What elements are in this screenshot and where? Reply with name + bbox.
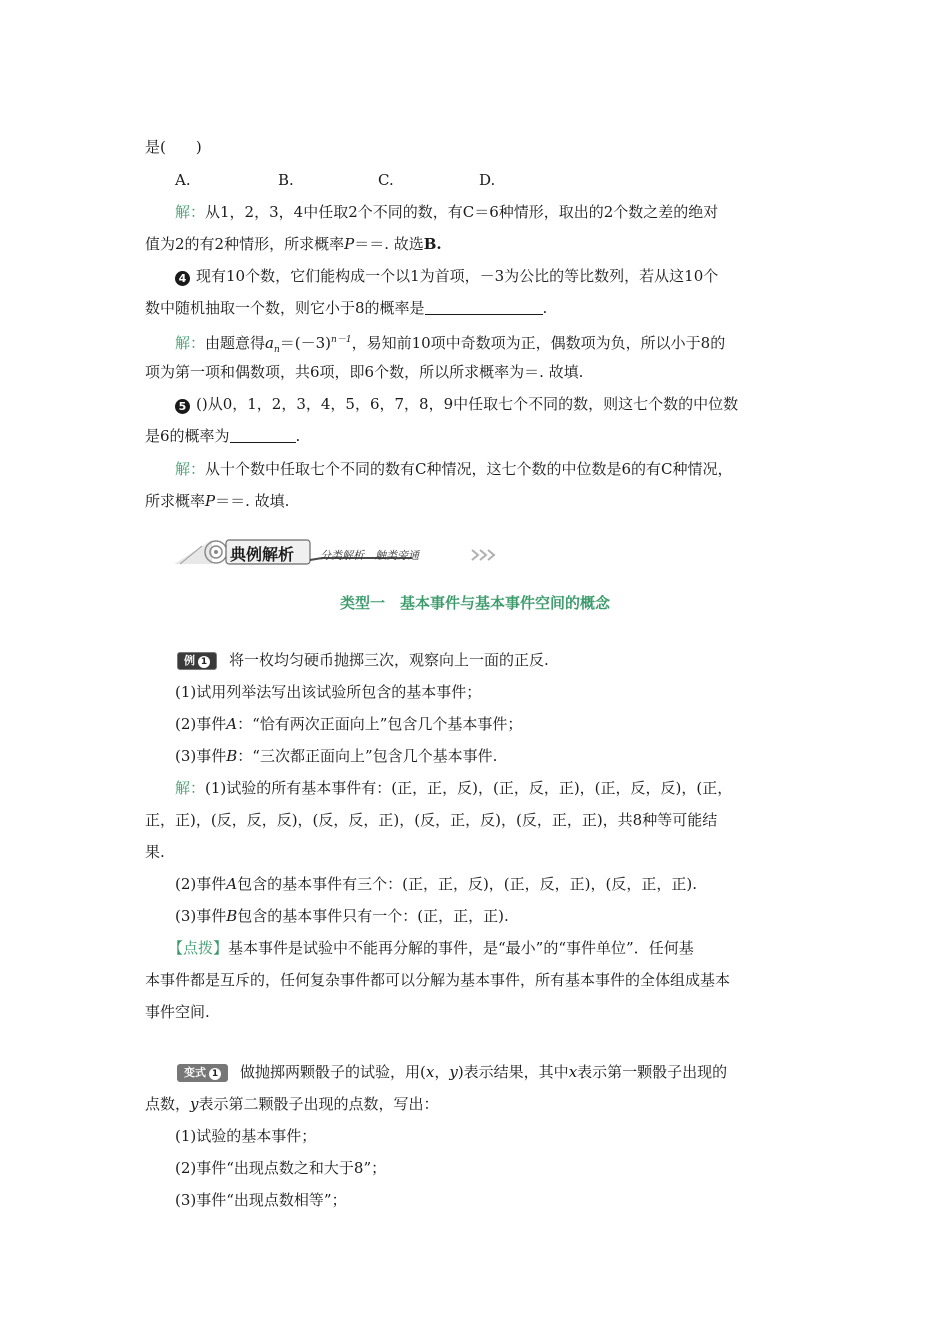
question-5-line-2 xyxy=(145,425,300,447)
solution-3-line-1 xyxy=(175,201,718,223)
variable-a: A xyxy=(226,715,238,733)
text: (2)事件 xyxy=(175,715,227,733)
answer-blank[interactable] xyxy=(230,428,296,443)
variable-y: y xyxy=(449,1063,458,1081)
variable-x: x xyxy=(425,1063,435,1081)
variant-tag-label: 变式 xyxy=(184,1066,206,1079)
option-c: C. xyxy=(378,171,394,189)
tip-line-3: 事件空间. xyxy=(145,1003,210,1021)
example-1-stem xyxy=(177,649,549,671)
example-1-q2 xyxy=(175,713,522,735)
question-stem-end: 是( ) xyxy=(145,138,202,156)
solution-ex1-line-3: 果. xyxy=(145,843,165,861)
solution-5-line-1 xyxy=(175,458,733,480)
banner-title: 典例解析 xyxy=(230,545,295,564)
example-tag xyxy=(177,652,217,670)
solution-label: 解： xyxy=(175,334,206,352)
solution-text: 所求概率 xyxy=(145,492,206,510)
solution-label: 解： xyxy=(175,779,206,797)
tip-line-2: 本事件都是互斥的，任何复杂事件都可以分解为基本事件，所有基本事件的全体组成基本 xyxy=(145,971,731,989)
question-5-line-1 xyxy=(175,393,738,415)
solution-text: ＝＝. 故填. xyxy=(215,492,290,510)
section-title: 类型一 基本事件与基本事件空间的概念 xyxy=(339,594,610,612)
variable-x: x xyxy=(568,1063,578,1081)
solution-text: 由题意得 xyxy=(205,334,266,352)
variable-a: a xyxy=(265,334,274,352)
variable-b: B xyxy=(226,747,238,765)
text: 包含的基本事件有三个：(正，正，反)，(正，反，正)，(反，正，正). xyxy=(237,875,697,893)
text: 包含的基本事件只有一个：(正，正，正). xyxy=(237,907,509,925)
tip-line-1 xyxy=(168,937,694,959)
variable-a: A xyxy=(226,875,238,893)
example-tag-number: 1 xyxy=(198,656,210,668)
answer: B. xyxy=(423,235,442,253)
answer-blank[interactable] xyxy=(425,300,543,315)
example-1-q3 xyxy=(175,745,497,767)
text: )表示结果，其中 xyxy=(457,1063,569,1081)
solution-4-line-2: 项为第一项和偶数项，共6项，即6个数，所以所求概率为＝. 故填. xyxy=(145,363,584,381)
variant-tag-number: 1 xyxy=(209,1068,221,1080)
section-banner xyxy=(172,536,502,570)
tip-label: 【点拨】 xyxy=(168,939,229,957)
solution-text: (1)试验的所有基本事件有：(正，正，反)，(正，反，正)，(正，反，反)，(正， xyxy=(205,779,733,797)
question-text: ()从0，1，2，3，4，5，6，7，8，9中任取七个不同的数，则这七个数的中位数 xyxy=(196,395,739,413)
variable-p: P xyxy=(205,492,216,510)
solution-text: 从十个数中任取七个不同的数有C种情况，这七个数的中位数是6的有C种情况， xyxy=(205,460,733,478)
solution-text: ＝(－3) xyxy=(279,334,332,352)
option-d: D. xyxy=(479,171,496,189)
variable-b: B xyxy=(226,907,238,925)
exponent: n－1 xyxy=(331,335,352,345)
example-text: 将一枚均匀硬币抛掷三次，观察向上一面的正反. xyxy=(229,651,549,669)
solution-ex1-line-5 xyxy=(175,905,509,927)
text: ：“恰有两次正面向上”包含几个基本事件； xyxy=(237,715,523,733)
tip-text: 基本事件是试验中不能再分解的事件，是“最小”的“事件单位”．任何基 xyxy=(228,939,694,957)
period: . xyxy=(295,427,301,445)
variant-1-line-2 xyxy=(145,1093,439,1115)
subscript-n: n xyxy=(273,345,280,355)
solution-text: 从1，2，3，4中任取2个不同的数，有C＝6种情形，取出的2个数之差的绝对 xyxy=(205,203,719,221)
example-tag-label: 例 xyxy=(184,654,195,667)
solution-ex1-line-2: 正，正)，(反，反，反)，(反，反，正)，(反，正，反)，(反，正，正)，共8种等可能结 xyxy=(145,811,718,829)
question-number-badge: 5 xyxy=(175,399,190,414)
text: 表示第二颗骰子出现的点数，写出： xyxy=(198,1095,439,1113)
solution-text: ，易知前10项中奇数项为正，偶数项为负，所以小于8的 xyxy=(351,334,726,352)
solution-ex1-line-4 xyxy=(175,873,697,895)
text: 点数， xyxy=(145,1095,191,1113)
question-text: 现有10个数，它们能构成一个以1为首项，－3为公比的等比数列，若从这10个 xyxy=(196,267,719,285)
solution-text: 值为2的有2种情形，所求概率 xyxy=(145,235,345,253)
variant-1-line-1 xyxy=(177,1061,727,1083)
option-a: A. xyxy=(175,171,191,189)
question-4-line-2 xyxy=(145,297,547,319)
variant-1-q3: (3)事件“出现点数相等”； xyxy=(175,1191,347,1209)
example-1-q1: (1)试用列举法写出该试验所包含的基本事件； xyxy=(175,683,482,701)
option-b: B. xyxy=(278,171,294,189)
solution-3-line-2 xyxy=(145,233,442,255)
variant-1-q1: (1)试验的基本事件； xyxy=(175,1127,317,1145)
question-number-badge: 4 xyxy=(175,271,190,286)
text: ：“三次都正面向上”包含几个基本事件. xyxy=(237,747,498,765)
solution-label: 解： xyxy=(175,203,206,221)
variable-p: P xyxy=(344,235,355,253)
solution-5-line-2 xyxy=(145,490,289,512)
variable-y: y xyxy=(190,1095,199,1113)
solution-4-line-1 xyxy=(175,329,725,361)
question-4-line-1 xyxy=(175,265,718,287)
question-text: 数中随机抽取一个数，则它小于8的概率是 xyxy=(145,299,425,317)
text: 做抛掷两颗骰子的试验，用( xyxy=(240,1063,426,1081)
solution-ex1-line-1 xyxy=(175,777,732,799)
solution-label: 解： xyxy=(175,460,206,478)
question-text: 是6的概率为 xyxy=(145,427,230,445)
text: (3)事件 xyxy=(175,907,227,925)
text: 表示第一颗骰子出现的 xyxy=(577,1063,728,1081)
variant-tag xyxy=(177,1064,228,1082)
text: ， xyxy=(434,1063,450,1081)
banner-subtitle: 分类解析 触类旁通 xyxy=(320,549,419,562)
text: (2)事件 xyxy=(175,875,227,893)
variant-1-q2: (2)事件“出现点数之和大于8”； xyxy=(175,1159,387,1177)
text: (3)事件 xyxy=(175,747,227,765)
solution-text: ＝＝. 故选 xyxy=(354,235,424,253)
period: . xyxy=(542,299,548,317)
